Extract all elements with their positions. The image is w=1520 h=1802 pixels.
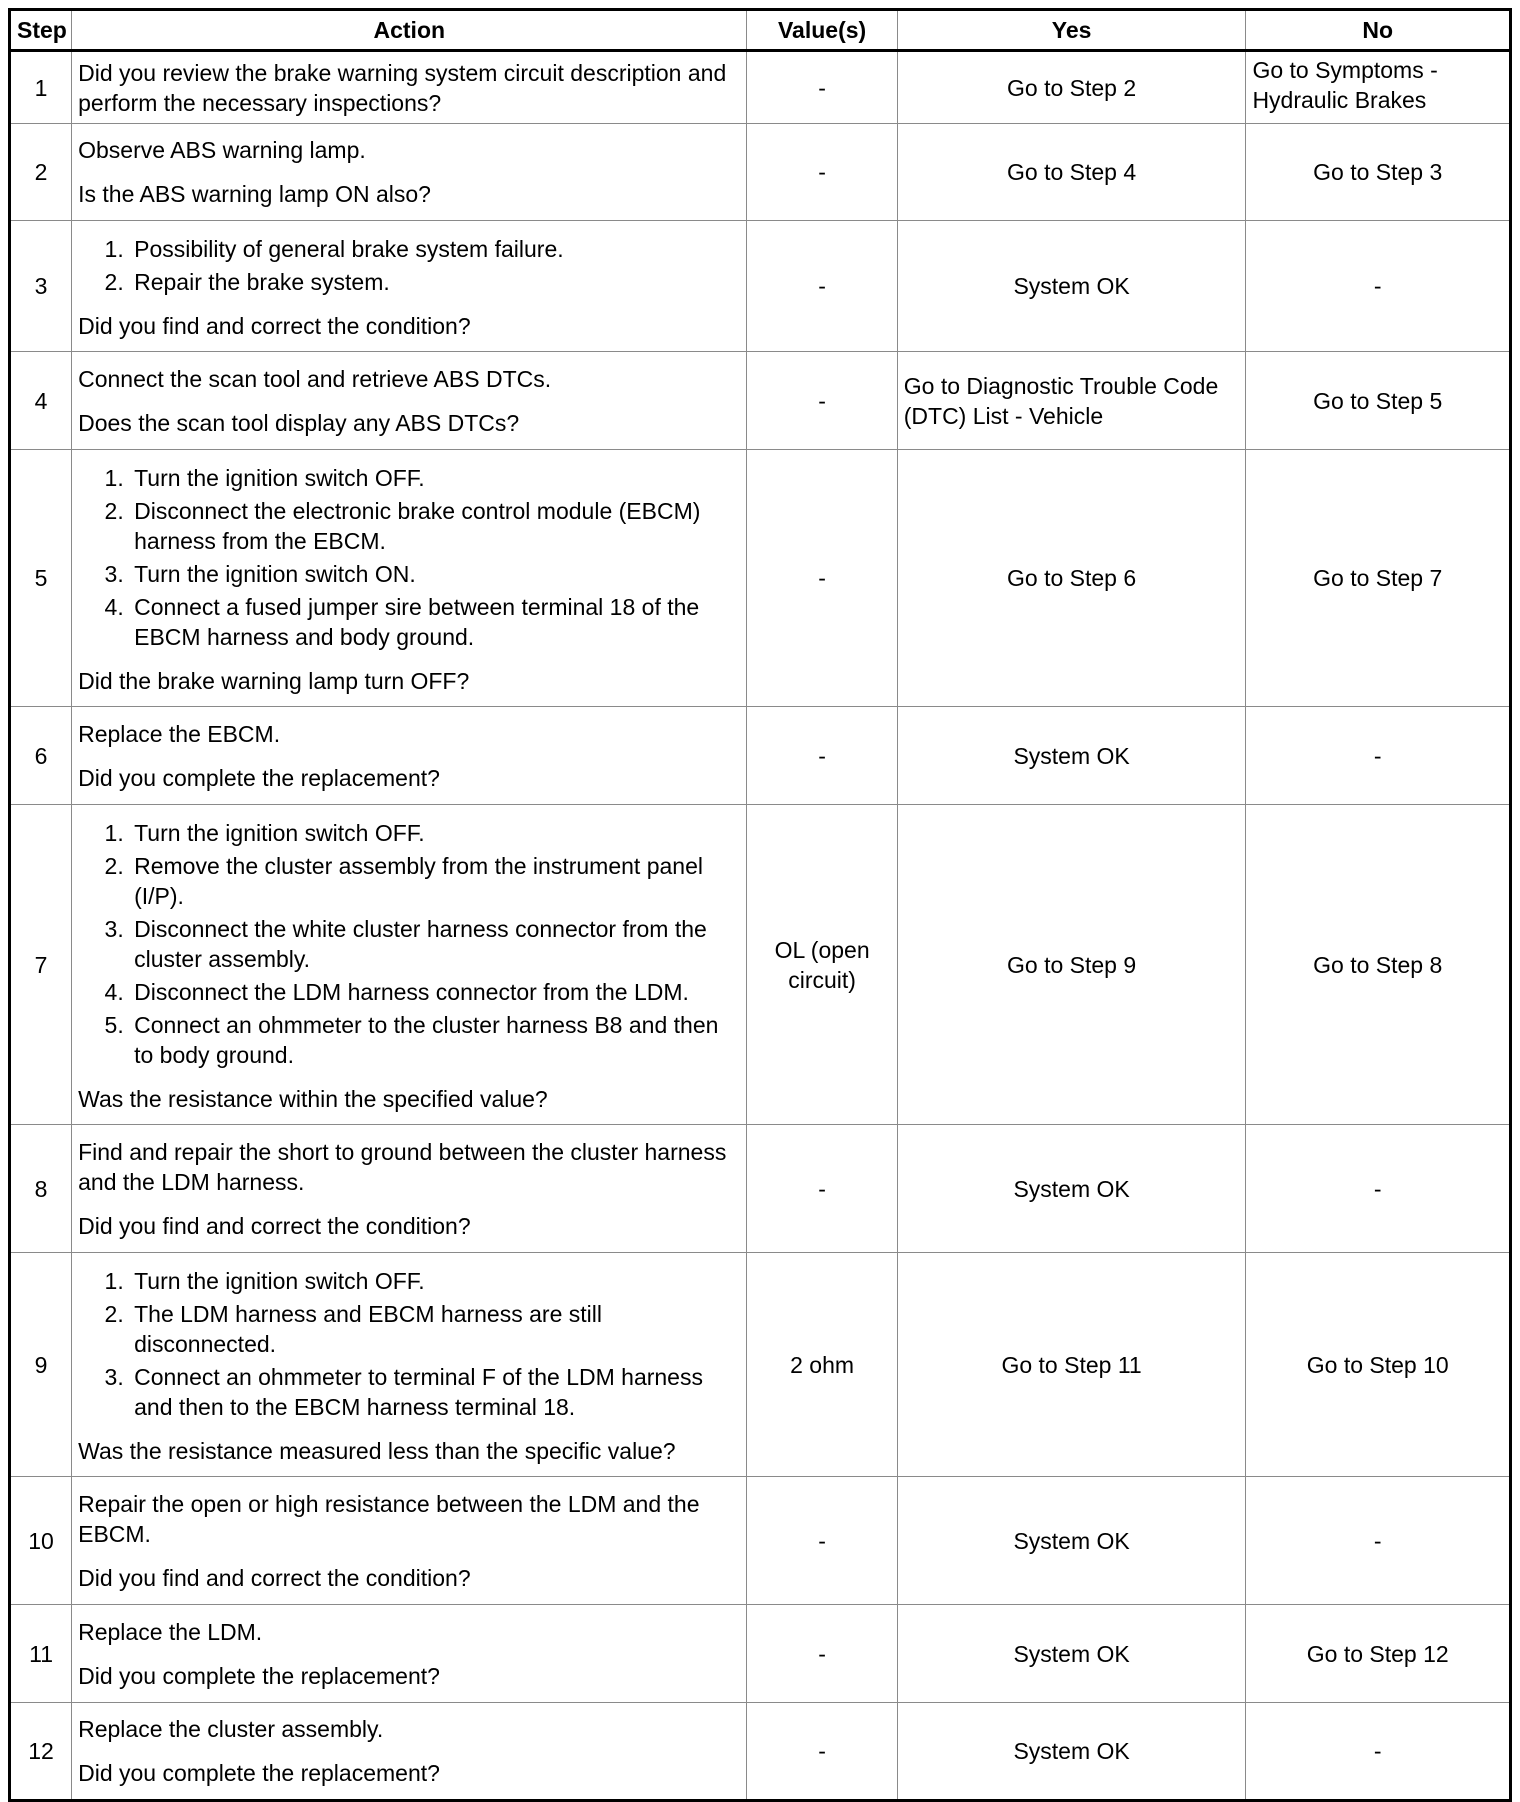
header-row [10, 10, 1511, 51]
value-cell: - [747, 1125, 897, 1253]
yes-cell: System OK [897, 707, 1246, 805]
step-number: 9 [10, 1253, 72, 1477]
yes-cell: Go to Step 2 [897, 51, 1246, 124]
table-row [10, 1125, 1511, 1253]
action-question: Did you find and correct the condition? [78, 1212, 471, 1239]
step-number: 5 [10, 450, 72, 707]
yes-cell: System OK [897, 221, 1246, 352]
table-row [10, 1253, 1511, 1477]
action-question: Was the resistance measured less than the specific value? [78, 1437, 676, 1464]
no-cell: - [1246, 707, 1511, 805]
action-cell [72, 707, 747, 805]
yes-cell: System OK [897, 1477, 1246, 1605]
value-cell: - [747, 1605, 897, 1703]
yes-cell: System OK [897, 1605, 1246, 1703]
action-steps-list [78, 463, 740, 652]
value-cell: - [747, 51, 897, 124]
value-cell: - [747, 1703, 897, 1801]
header-no: No [1246, 10, 1511, 51]
table-row [10, 1477, 1511, 1605]
no-cell: Go to Symptoms - Hydraulic Brakes [1246, 51, 1511, 124]
value-cell: - [747, 707, 897, 805]
action-cell [72, 1125, 747, 1253]
list-item: 2. Remove the cluster assembly from the instrument panel (I/P). [130, 851, 740, 911]
table-row [10, 1605, 1511, 1703]
action-question: Did you complete the replacement? [78, 764, 440, 791]
table-row [10, 707, 1511, 805]
action-cell [72, 805, 747, 1125]
list-item: 2. The LDM harness and EBCM harness are still disconnected. [130, 1299, 740, 1359]
table-row [10, 124, 1511, 221]
no-cell: Go to Step 10 [1246, 1253, 1511, 1477]
table-row [10, 1703, 1511, 1801]
action-cell [72, 1703, 747, 1801]
list-item: 4. Disconnect the LDM harness connector from the LDM. [130, 977, 740, 1007]
header-values: Value(s) [747, 10, 897, 51]
action-steps-list [78, 818, 740, 1070]
action-cell [72, 1477, 747, 1605]
step-number: 1 [10, 51, 72, 124]
yes-cell: Go to Step 6 [897, 450, 1246, 707]
table-row [10, 450, 1511, 707]
action-text: Did you review the brake warning system circuit description and perform the necessary inspections? [78, 59, 727, 116]
list-item: 2. Repair the brake system. [130, 267, 740, 297]
yes-cell: Go to Step 11 [897, 1253, 1246, 1477]
list-item: 1. Turn the ignition switch OFF. [130, 818, 740, 848]
table-row [10, 221, 1511, 352]
step-number: 8 [10, 1125, 72, 1253]
list-item: 4. Connect a fused jumper sire between terminal 18 of the EBCM harness and body ground. [130, 592, 740, 652]
yes-cell: System OK [897, 1125, 1246, 1253]
action-text: Find and repair the short to ground between the cluster harness and the LDM harness. [78, 1138, 727, 1195]
value-cell: - [747, 124, 897, 221]
action-question: Did you complete the replacement? [78, 1662, 440, 1689]
no-cell: Go to Step 8 [1246, 805, 1511, 1125]
yes-cell: Go to Diagnostic Trouble Code (DTC) List - Vehicle [897, 352, 1246, 450]
header-yes: Yes [897, 10, 1246, 51]
value-cell: - [747, 352, 897, 450]
table-row [10, 805, 1511, 1125]
action-text: Connect the scan tool and retrieve ABS DTCs. [78, 365, 552, 392]
no-cell: Go to Step 7 [1246, 450, 1511, 707]
list-item: 3. Turn the ignition switch ON. [130, 559, 740, 589]
action-question: Does the scan tool display any ABS DTCs? [78, 409, 520, 436]
action-text: Replace the cluster assembly. [78, 1716, 384, 1742]
step-number: 2 [10, 124, 72, 221]
list-item: 3. Disconnect the white cluster harness connector from the cluster assembly. [130, 914, 740, 974]
list-item: 3. Connect an ohmmeter to terminal F of the LDM harness and then to the EBCM harness terminal 18. [130, 1362, 740, 1422]
action-question: Did you complete the replacement? [78, 1760, 440, 1786]
value-cell: - [747, 221, 897, 352]
action-question: Is the ABS warning lamp ON also? [78, 181, 431, 207]
action-question: Was the resistance within the specified value? [78, 1085, 548, 1112]
step-number: 11 [10, 1605, 72, 1703]
step-number: 7 [10, 805, 72, 1125]
action-question: Did you find and correct the condition? [78, 312, 471, 339]
value-cell: - [747, 450, 897, 707]
list-item: 2. Disconnect the electronic brake control module (EBCM) harness from the EBCM. [130, 496, 740, 556]
header-action: Action [72, 10, 747, 51]
step-number: 10 [10, 1477, 72, 1605]
action-text: Replace the EBCM. [78, 720, 281, 747]
list-item: 1. Turn the ignition switch OFF. [130, 1266, 740, 1296]
yes-cell: System OK [897, 1703, 1246, 1801]
action-cell [72, 450, 747, 707]
diagnostic-table [8, 8, 1512, 1802]
action-cell [72, 1605, 747, 1703]
table-row [10, 51, 1511, 124]
value-cell: - [747, 1477, 897, 1605]
no-cell: - [1246, 1477, 1511, 1605]
no-cell: - [1246, 221, 1511, 352]
value-cell: OL (open circuit) [747, 805, 897, 1125]
value-cell: 2 ohm [747, 1253, 897, 1477]
action-text: Repair the open or high resistance between the LDM and the EBCM. [78, 1490, 700, 1547]
action-cell [72, 124, 747, 221]
header-step: Step [10, 10, 72, 51]
step-number: 4 [10, 352, 72, 450]
list-item: 5. Connect an ohmmeter to the cluster harness B8 and then to body ground. [130, 1010, 740, 1070]
yes-cell: Go to Step 4 [897, 124, 1246, 221]
action-question: Did the brake warning lamp turn OFF? [78, 667, 470, 694]
list-item: 1. Turn the ignition switch OFF. [130, 463, 740, 493]
list-item: 1. Possibility of general brake system failure. [130, 234, 740, 264]
action-steps-list [78, 234, 740, 297]
no-cell: - [1246, 1125, 1511, 1253]
table-row [10, 352, 1511, 450]
no-cell: Go to Step 3 [1246, 124, 1511, 221]
action-question: Did you find and correct the condition? [78, 1564, 471, 1591]
step-number: 12 [10, 1703, 72, 1801]
yes-cell: Go to Step 9 [897, 805, 1246, 1125]
step-number: 3 [10, 221, 72, 352]
no-cell: Go to Step 12 [1246, 1605, 1511, 1703]
action-cell [72, 1253, 747, 1477]
action-cell [72, 51, 747, 124]
no-cell: - [1246, 1703, 1511, 1801]
step-number: 6 [10, 707, 72, 805]
no-cell: Go to Step 5 [1246, 352, 1511, 450]
action-cell [72, 221, 747, 352]
action-steps-list [78, 1266, 740, 1422]
action-text: Replace the LDM. [78, 1618, 263, 1645]
action-text: Observe ABS warning lamp. [78, 137, 366, 163]
action-cell [72, 352, 747, 450]
